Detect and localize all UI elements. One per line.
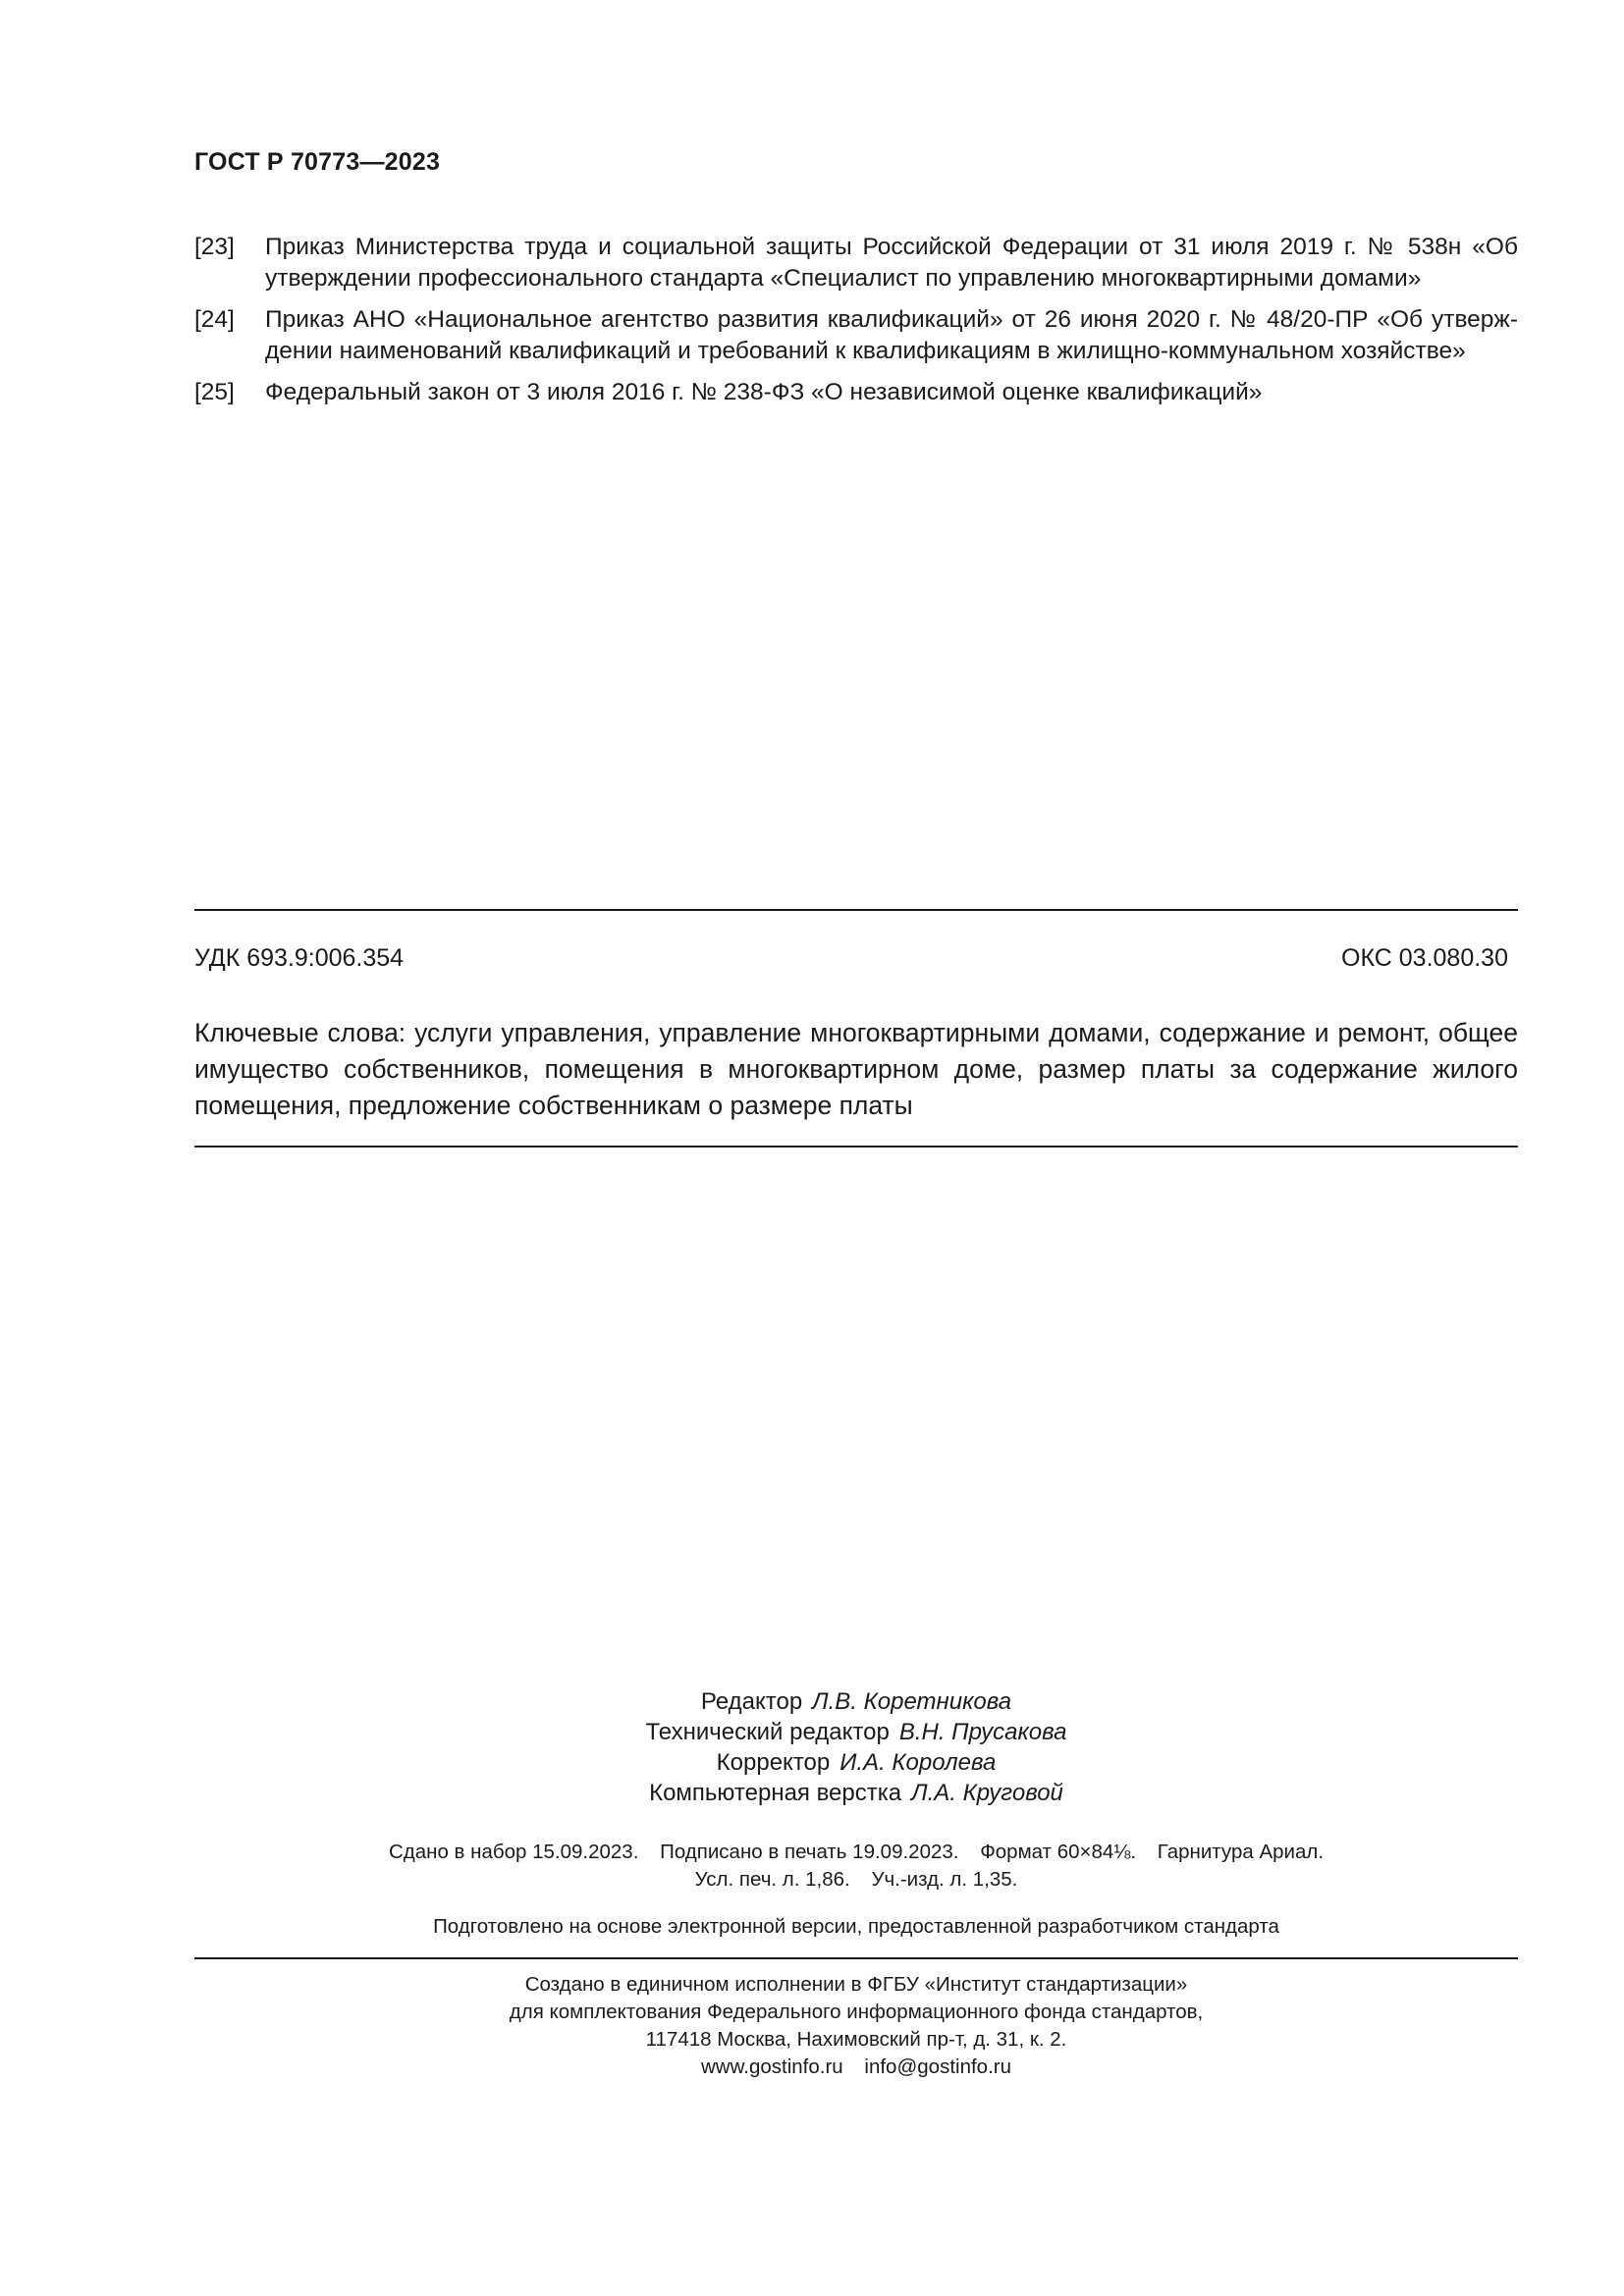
print-sheets: Усл. печ. л. 1,86. [694,1868,850,1891]
credit-role: Компьютерная верстка [649,1780,902,1806]
publisher-address: 117418 Москва, Нахимовский пр-т, д. 31, к. 2. [645,2028,1067,2051]
credit-role: Редактор [700,1688,803,1715]
bibliography-item [194,232,1518,294]
bibliography-item-text: Приказ АНО «Национальное агентство развития квалификаций» от 26 июня 2020 г. № 48/20-ПР «Об утверждении наименований квалификаций и требований к квалификациям в жилищно-коммунальном хозяйстве» [265,306,1518,364]
email-link[interactable]: info@gostinfo.ru [864,2056,1011,2078]
credit-role: Технический редактор [645,1719,890,1745]
print-typeface: Гарнитура Ариал. [1157,1841,1325,1863]
prepared-note: Подготовлено на основе электронной версии, предоставленной разработчиком стандарта [433,1915,1279,1938]
credit-line-editor [194,1686,1518,1717]
bibliography-item-text: Федеральный закон от 3 июля 2016 г. № 238-ФЗ «О независимой оценке квалификаций» [265,379,1263,405]
credit-person: Л.А. Круговой [911,1780,1063,1806]
print-info [194,1839,1518,1894]
credit-line-corrector [194,1747,1518,1778]
bibliography-list [194,232,1518,418]
print-info-line-2 [194,1866,1518,1894]
bibliography-item [194,304,1518,367]
page-header-title: ГОСТ Р 70773—2023 [194,148,441,176]
bibliography-item [194,377,1518,408]
publisher-line-2: для комплектования Федерального информационного фонда стандартов, [509,2001,1204,2023]
divider-bottom [194,1957,1518,1959]
bibliography-item-text: Приказ Министерства труда и социальной защиты Российской Федерации от 31 июля 2019 г. № 538н «Об утверждении профессионального стандарта «Специалист по управлению многоквартирными домами» [265,234,1518,292]
keywords-paragraph: Ключевые слова: услуги управления, управление многоквартирными домами, содержание и ремонт, общее имущество собственников, помещения в многоквартирном доме, размер платы за содержание жилого помещения, предложение собственникам о размере платы [194,1018,1518,1120]
credit-person: В.Н. Прусакова [898,1719,1067,1745]
print-signed: Подписано в печать 19.09.2023. [660,1841,959,1863]
publisher-contacts [194,2054,1518,2081]
bibliography-item-number: [25] [194,379,235,405]
print-format: Формат 60×84⅛. [980,1841,1137,1863]
divider-top [194,909,1518,911]
credit-role: Корректор [716,1749,831,1776]
credit-person: Л.В. Коретникова [812,1688,1012,1715]
bibliography-item-number: [23] [194,234,235,260]
website-link[interactable]: www.gostinfo.ru [701,2056,843,2078]
udk-code: УДК 693.9:006.354 [194,944,405,972]
divider-keywords [194,1146,1518,1148]
print-edition-sheets: Уч.-изд. л. 1,35. [871,1868,1018,1891]
credit-line-tech-editor [194,1717,1518,1747]
bibliography-item-number: [24] [194,306,235,333]
print-submitted: Сдано в набор 15.09.2023. [388,1841,639,1863]
credits-block [194,1686,1518,1808]
publisher-block [194,1971,1518,2081]
credit-line-layout [194,1778,1518,1808]
print-info-line-1 [194,1839,1518,1866]
oks-code: ОКС 03.080.30 [1341,944,1508,972]
publisher-line-1: Создано в единичном исполнении в ФГБУ «Институт стандартизации» [524,1973,1188,1996]
credit-person: И.А. Королева [839,1749,997,1776]
